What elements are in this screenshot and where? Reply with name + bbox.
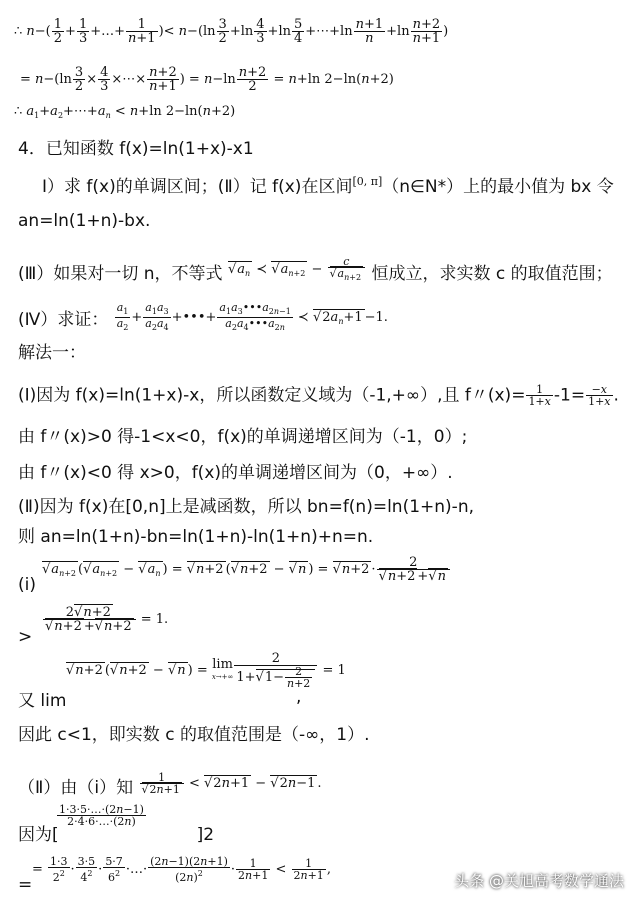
text-line-d [18,302,388,333]
derivative-fraction: $\frac{1}{1+x}$ [528,383,551,408]
text-line-f [18,384,619,407]
text-line-q: = [18,875,33,895]
derivative-result-fraction: $\frac{-x}{1+x}$ [588,383,611,408]
text-line-o [18,772,322,799]
text-line-m [18,690,66,712]
text-line-a [42,174,614,198]
text-line-k: (i) [18,575,36,595]
watermark-text: 头条 @关旭高考数学通法 [454,872,624,890]
text-line-f-mid: -1= [553,385,586,406]
text-line-a-head: I）求 f(x)的单调区间；(Ⅱ）记 f(x)在区间 [42,177,353,197]
eq-line-limit: √ n+2 (√ n+2 − √ n ) = lim x→+∞ 2 1+√ 1− $\frac{2}{n+2}$ = 1 [66,652,346,689]
eq-line-ii: 2√ n+2 √ n+2 +√ n+2 = 1. [42,606,168,633]
text-line-b: an=ln(1+n)-bx. [18,211,151,231]
text-line-m-head: 又 lim [18,691,67,711]
eq-line-3: ∴ $a_1+a_2+\cdots+a_n < n+\ln$ 2−ln(n+2) [14,104,236,120]
eq-line-1: ∴ n−( $\frac{1}{2}$ + $\frac{1}{3}$ +…+ $\frac{1}{n+1}$ )< n−(ln $\frac{3}{2}$ +ln $\frac{4}{3}$ +ln $\frac{5}{4}$ +⋯+ln $\frac{n+1}{n}$ +ln $\frac{n+2}{n+1}$ ) [14,17,449,46]
solution-heading: 解法一： [18,343,86,363]
text-line-g: 由 f〃(x)>0 得-1<x<0，f(x)的单调递增区间为（-1，0）; [18,427,468,447]
eq-line-i: √ $a_{n+2}$ (√ $a_{n+2}$ − √ $a_n$ ) = √ n+2 (√ n+2 − √ n ) = √ n+2 · 2 √ n+2 +√ n [42,556,451,583]
text-line-d-head: (Ⅳ）求证： [18,310,109,330]
interval-label: [0, π] [352,175,383,188]
problem-title: 4．已知函数 f(x)=ln(1+x)-x1 [18,139,254,159]
text-line-f-head: (Ⅰ)因为 f(x)=ln(1+x)-x，所以函数定义域为（-1,+∞）,且 f〃(x)= [18,385,526,406]
text-line-i: (Ⅱ)因为 f(x)在[0,n]上是减函数，所以 bn=f(n)=ln(1+n)-n, [18,497,474,517]
text-line-l: > [18,627,33,647]
text-line-a-tail: （n∈N*）上的最小值为 bx 令 [382,177,614,197]
text-line-n: 因此 c<1，即实数 c 的取值范围是（-∞，1）. [18,725,370,745]
product-fraction: $\frac{1\cdot 3\cdot 5\cdot\dots\cdot(2n-1)}{2\cdot 4\cdot 6\cdot\dots\cdot(2n)}$ [59,803,144,828]
eq-line-2: = n−(ln $\frac{3}{2}$ × $\frac{4}{3}$ ×⋯× $\frac{n+2}{n+1}$ ) = n−ln $\frac{n+2}{2}$ = n+ln 2−ln(n+2) [20,65,394,94]
proof-formula: $\frac{a_1}{a_2}$ + $\frac{a_1a_3}{a_2a_4}$ +•••+ $\frac{a_1a_3•••a_{2n-1}}{a_2a_4•••a_{2n}}$ ≺ √ $2a_n+1 -1$. [114,302,388,333]
text-line-c [18,256,613,285]
text-line-j: 则 an=ln(1+n)-bn=ln(1+n)-ln(1+n)+n=n. [18,527,374,547]
text-line-h: 由 f〃(x)<0 得 x>0，f(x)的单调递增区间为（0，+∞）. [18,463,453,483]
text-line-c-tail: 恒成立，求实数 c 的取值范围； [371,264,613,284]
text-line-f-end: . [613,385,619,406]
text-line-c-head: (Ⅲ）如果对一切 n，不等式 [18,264,223,284]
text-line-p-head: 因为[ [18,825,59,845]
inequality-formula: √ $a_n$ ≺ √ $a_{n+2}$ − c √ $a_{n+2}$ [228,256,366,283]
eq-line-final: = $\frac{1\cdot 3}{2^2}$ · $\frac{3\cdot 5}{4^2}$ · $\frac{5\cdot 7}{6^2}$ ·…· $\frac{(2n-1)(2n+1)}{(2n)^2}$ · $\frac{1}{2n+1}$ < $\frac{1}{2n+1}$ , [32,855,331,884]
text-line-p-tail: ]2 [196,825,215,845]
text-line-m-comma: , [296,687,302,707]
bound-formula: 1 √ 2n+1 < √ 2n+1 − √ 2n−1 . [139,772,322,795]
text-line-o-head: （Ⅱ）由（i）知 [18,778,134,798]
text-line-p [18,824,214,846]
